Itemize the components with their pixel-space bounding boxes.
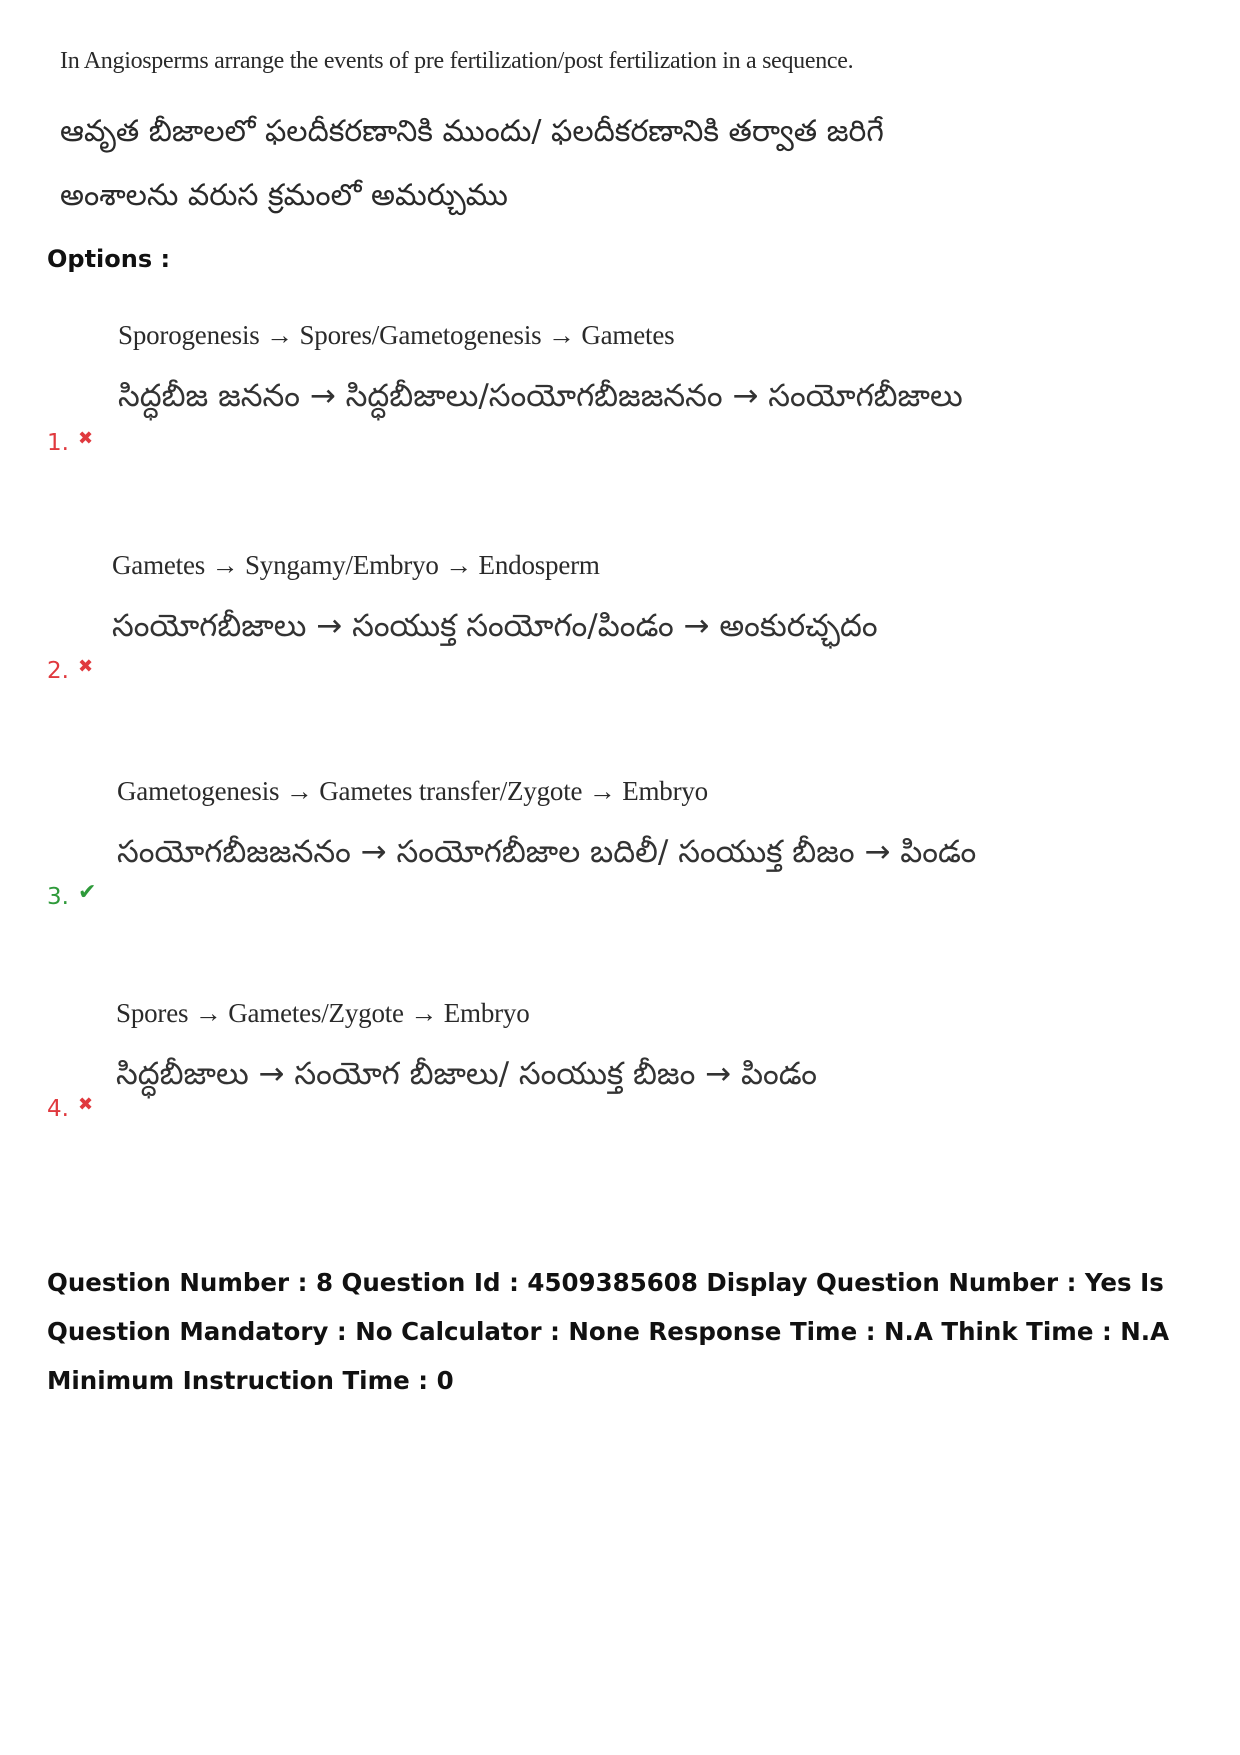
cross-icon: ✖ [78, 1094, 94, 1115]
question-text-telugu: ఆవృత బీజాలలో ఫలదీకరణానికి ముందు/ ఫలదీకరణానికి తర్వాత జరిగే అంశాలను వరుస క్రమంలో అమర్చుము [60, 114, 884, 213]
option-1-telugu: సిద్ధబీజ జననం → సిద్ధబీజాలు/సంయోగబీజజననం → సంయోగబీజాలు [118, 378, 963, 414]
options-heading: Options : [47, 245, 171, 273]
option-4-telugu: సిద్ధబీజాలు → సంయోగ బీజాలు/ సంయుక్త బీజం → పిండం [116, 1056, 817, 1092]
option-1-number: 1. [47, 430, 69, 456]
option-3-telugu: సంయోగబీజజననం → సంయోగబీజాల బదిలీ/ సంయుక్త బీజం → పిండం [117, 834, 977, 870]
option-3-number: 3. [47, 884, 69, 910]
option-1-english: Sporogenesis → Spores/Gametogenesis → Gametes [118, 320, 675, 350]
check-icon: ✔ [78, 880, 97, 905]
cross-icon: ✖ [78, 428, 94, 449]
option-2-telugu: సంయోగబీజాలు → సంయుక్త సంయోగం/పిండం → అంకురచ్ఛదం [112, 608, 878, 644]
option-2-number: 2. [47, 658, 69, 684]
question-text-english: In Angiosperms arrange the events of pre fertilization/post fertilization in a sequence. [60, 48, 854, 74]
option-3-english: Gametogenesis → Gametes transfer/Zygote → Embryo [117, 776, 708, 806]
question-metadata: Question Number : 8 Question Id : 4509385608 Display Question Number : Yes Is Question Mandatory : No Calculator : None Response Time : N.A Think Time : N.A Minimum Instruction Time : 0 [47, 1268, 1170, 1395]
option-4-number: 4. [47, 1096, 69, 1122]
cross-icon: ✖ [78, 656, 94, 677]
option-4-english: Spores → Gametes/Zygote → Embryo [116, 998, 530, 1028]
option-2-english: Gametes → Syngamy/Embryo → Endosperm [112, 550, 600, 580]
